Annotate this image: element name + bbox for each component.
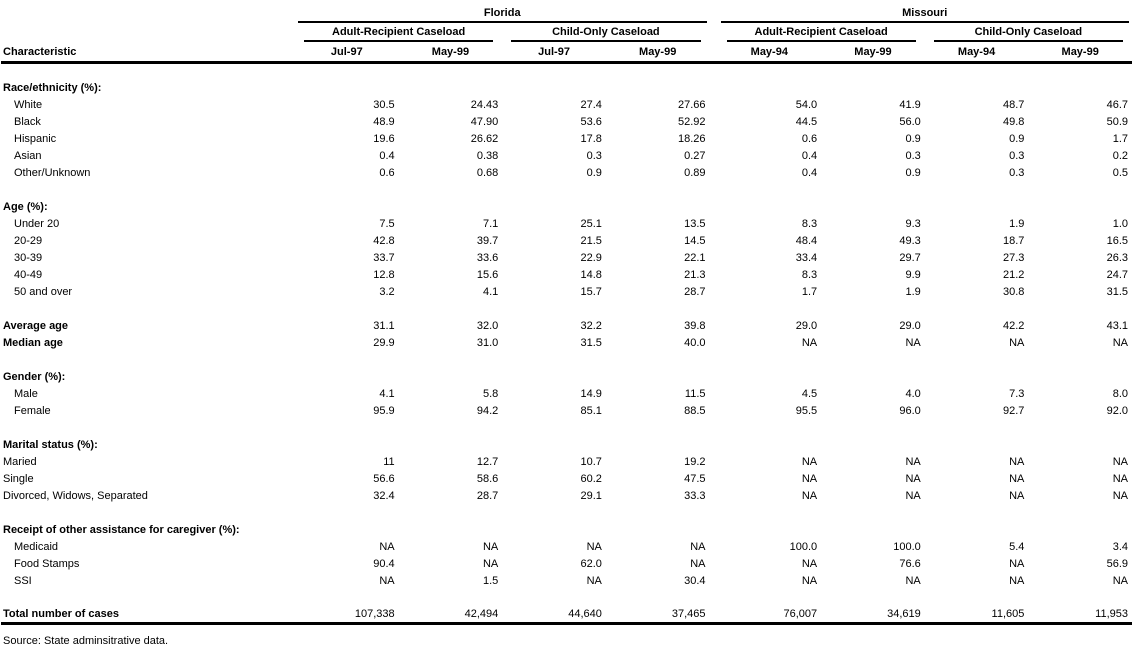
row-label: Black <box>14 115 41 128</box>
table-row <box>1 334 1132 351</box>
cell-value: 15.7 <box>580 285 602 298</box>
cell-value: 49.3 <box>899 234 921 247</box>
cell-value: 0.9 <box>905 132 921 145</box>
spacer-cell <box>1 351 1132 368</box>
table-row <box>1 249 1132 266</box>
cell-value: 44,640 <box>502 606 606 623</box>
cell-value: 27.66 <box>677 98 706 111</box>
cell-value: 16.5 <box>1106 234 1128 247</box>
cell-value: 52.92 <box>677 115 706 128</box>
cell-value: NA <box>586 574 602 587</box>
spacer-row <box>1 300 1132 317</box>
cell-value: 0.9 <box>905 166 921 179</box>
cell-value: 92.7 <box>1002 404 1025 417</box>
group-gap-cell <box>710 470 718 487</box>
cell-value: 56.0 <box>899 115 921 128</box>
table-row <box>1 283 1132 300</box>
cell-value: 8.3 <box>801 268 818 281</box>
cell-value: 14.5 <box>684 234 706 247</box>
row-label: Median age <box>3 336 63 349</box>
cell-value: 42.2 <box>1002 319 1025 332</box>
total-row <box>1 606 1132 623</box>
cell-value: 53.6 <box>580 115 602 128</box>
cell-value: 19.2 <box>684 455 706 468</box>
row-label: Other/Unknown <box>14 166 91 179</box>
characteristics-table <box>1 2 1132 625</box>
cell-value: 107,338 <box>295 606 399 623</box>
cell-value: 90.4 <box>373 557 395 570</box>
caseload-group-mo-child <box>925 23 1132 42</box>
cell-value: 39.8 <box>684 319 706 332</box>
cell-value: 8.3 <box>801 217 818 230</box>
group-gap-cell <box>710 606 718 623</box>
spacer-cell <box>1 181 1132 198</box>
group-gap-cell <box>710 266 718 283</box>
table-row <box>1 487 1132 504</box>
cell-value: 10.7 <box>580 455 602 468</box>
cell-value: NA <box>1112 472 1128 485</box>
cell-value: 32.2 <box>580 319 602 332</box>
cell-value: NA <box>379 540 395 553</box>
section-header-row <box>1 79 1132 96</box>
table-row <box>1 147 1132 164</box>
cell-value: NA <box>690 540 706 553</box>
cell-value: 28.7 <box>684 285 706 298</box>
cell-value: NA <box>482 540 499 553</box>
cell-value: 9.3 <box>905 217 921 230</box>
cell-value: 22.1 <box>684 251 706 264</box>
group-gap-cell <box>710 164 718 181</box>
cell-value: NA <box>690 557 706 570</box>
cell-value: 11.5 <box>684 387 706 400</box>
characteristic-column-header: Characteristic <box>1 42 295 62</box>
cell-value: NA <box>905 489 921 502</box>
cell-value: 5.8 <box>482 387 499 400</box>
cell-value: 4.1 <box>379 387 395 400</box>
cell-value: 7.1 <box>482 217 499 230</box>
state-group-florida <box>295 2 710 23</box>
cell-value: 50.9 <box>1106 115 1128 128</box>
group-gap-cell <box>710 334 718 351</box>
caseload-group-label: Child-Only Caseload <box>511 26 700 42</box>
cell-value: 18.7 <box>1002 234 1025 247</box>
source-note: Source: State adminsitrative data. <box>3 634 169 645</box>
cell-value: 25.1 <box>580 217 602 230</box>
group-gap-cell <box>710 232 718 249</box>
caseload-group-label: Adult-Recipient Caseload <box>727 26 916 42</box>
cell-value: 21.5 <box>580 234 602 247</box>
cell-value: 48.9 <box>373 115 395 128</box>
cell-value: 8.0 <box>1112 387 1128 400</box>
spacer-row <box>1 62 1132 79</box>
cell-value: 5.4 <box>1009 540 1025 553</box>
cell-value: 0.9 <box>586 166 602 179</box>
cell-value: 0.4 <box>379 149 395 162</box>
cell-value: NA <box>1112 455 1128 468</box>
cell-value: NA <box>801 557 818 570</box>
cell-value: 4.0 <box>905 387 921 400</box>
spacer-cell <box>1 419 1132 436</box>
group-gap-cell <box>710 487 718 504</box>
cell-value: 0.5 <box>1112 166 1128 179</box>
cell-value: 85.1 <box>580 404 602 417</box>
cell-value: 33.3 <box>684 489 706 502</box>
cell-value: 32.4 <box>373 489 395 502</box>
cell-value: NA <box>905 455 921 468</box>
cell-value: 0.6 <box>801 132 818 145</box>
cell-value: NA <box>1009 489 1025 502</box>
section-title: Marital status (%): <box>3 438 98 451</box>
cell-value: 33.7 <box>373 251 395 264</box>
cell-value: 1.9 <box>1009 217 1025 230</box>
cell-value: 0.38 <box>476 149 499 162</box>
spacer-cell <box>1 62 1132 79</box>
cell-value: 0.4 <box>801 166 818 179</box>
cell-value: 14.9 <box>580 387 602 400</box>
spacer-row <box>1 589 1132 606</box>
row-label: Female <box>14 404 51 417</box>
cell-value: 30.8 <box>1002 285 1025 298</box>
group-gap-cell <box>710 249 718 266</box>
row-label: 20-29 <box>14 234 43 247</box>
cell-value: 27.4 <box>580 98 602 111</box>
row-label: Asian <box>14 149 42 162</box>
cell-value: 30.5 <box>373 98 395 111</box>
date-column-header: May-99 <box>606 42 710 62</box>
cell-value: 11,605 <box>925 606 1029 623</box>
cell-value: 1.9 <box>905 285 921 298</box>
table-row <box>1 453 1132 470</box>
row-label: Under 20 <box>14 217 60 230</box>
section-title: Receipt of other assistance for caregiver (%): <box>3 523 240 536</box>
table-row <box>1 385 1132 402</box>
cell-value: 29.7 <box>899 251 921 264</box>
cell-value: 62.0 <box>580 557 602 570</box>
cell-value: 29.0 <box>795 319 818 332</box>
caseload-group-fl-child <box>502 23 709 42</box>
table-row <box>1 164 1132 181</box>
cell-value: 26.62 <box>470 132 499 145</box>
group-gap-cell <box>710 23 718 42</box>
cell-value: 94.2 <box>476 404 499 417</box>
table-row <box>1 113 1132 130</box>
row-label: Hispanic <box>14 132 57 145</box>
cell-value: 41.9 <box>899 98 921 111</box>
cell-value: 31.5 <box>1106 285 1128 298</box>
caseload-group-mo-adult <box>718 23 925 42</box>
cell-value: 1.7 <box>801 285 818 298</box>
row-label: Total number of cases <box>1 606 295 623</box>
table-row <box>1 232 1132 249</box>
cell-value: 29.0 <box>899 319 921 332</box>
cell-value: 56.9 <box>1106 557 1128 570</box>
table-row <box>1 266 1132 283</box>
cell-value: 22.9 <box>580 251 602 264</box>
group-gap-cell <box>710 113 718 130</box>
cell-value: 44.5 <box>795 115 818 128</box>
row-label: White <box>14 98 43 111</box>
row-label: 30-39 <box>14 251 43 264</box>
cell-value: 0.6 <box>379 166 395 179</box>
group-gap-cell <box>710 2 718 23</box>
cell-value: NA <box>1009 472 1025 485</box>
cell-value: 54.0 <box>795 98 818 111</box>
cell-value: 58.6 <box>476 472 499 485</box>
section-header-row <box>1 521 1132 538</box>
group-gap-cell <box>710 555 718 572</box>
cell-value: 1.5 <box>482 574 499 587</box>
table-row <box>1 538 1132 555</box>
cell-value: 1.0 <box>1112 217 1128 230</box>
cell-value: 24.43 <box>470 98 499 111</box>
cell-value: 11 <box>383 455 395 468</box>
cell-value: 18.26 <box>677 132 706 145</box>
cell-value: 11,953 <box>1028 606 1132 623</box>
cell-value: 0.3 <box>1009 166 1025 179</box>
cell-value: 13.5 <box>684 217 706 230</box>
cell-value: NA <box>905 336 921 349</box>
cell-value: 0.4 <box>801 149 818 162</box>
cell-value: 33.4 <box>795 251 818 264</box>
group-gap-cell <box>710 96 718 113</box>
section-title: Gender (%): <box>3 370 66 383</box>
caseload-group-fl-adult <box>295 23 502 42</box>
section-header-row <box>1 198 1132 215</box>
row-label: Divorced, Widows, Separated <box>3 489 148 502</box>
date-column-header: May-94 <box>718 42 822 62</box>
cell-value: 27.3 <box>1002 251 1025 264</box>
cell-value: NA <box>1112 574 1128 587</box>
cell-value: 48.4 <box>795 234 818 247</box>
cell-value: 28.7 <box>476 489 499 502</box>
row-label: SSI <box>14 574 32 587</box>
group-gap-cell <box>710 402 718 419</box>
cell-value: NA <box>586 540 602 553</box>
spacer-row <box>1 181 1132 198</box>
cell-value: 12.7 <box>476 455 499 468</box>
group-gap-cell <box>710 385 718 402</box>
row-label: 50 and over <box>14 285 73 298</box>
row-label: Single <box>3 472 34 485</box>
cell-value: 76,007 <box>718 606 822 623</box>
cell-value: 12.8 <box>373 268 395 281</box>
cell-value: NA <box>801 574 818 587</box>
caseload-group-label: Adult-Recipient Caseload <box>304 26 493 42</box>
cell-value: 88.5 <box>684 404 706 417</box>
spacer-cell <box>1 504 1132 521</box>
spacer-row <box>1 504 1132 521</box>
cell-value: 4.5 <box>801 387 818 400</box>
cell-value: 0.68 <box>476 166 499 179</box>
cell-value: 95.5 <box>795 404 818 417</box>
cell-value: 34,619 <box>821 606 925 623</box>
empty-corner-cell <box>1 23 295 42</box>
cell-value: 21.3 <box>684 268 706 281</box>
cell-value: 0.3 <box>905 149 921 162</box>
group-gap-cell <box>710 147 718 164</box>
spacer-row <box>1 351 1132 368</box>
cell-value: 46.7 <box>1106 98 1128 111</box>
state-header-row <box>1 2 1132 23</box>
row-label: Male <box>14 387 38 400</box>
cell-value: 31.5 <box>580 336 602 349</box>
spacer-cell <box>1 300 1132 317</box>
table-header <box>1 2 1132 62</box>
cell-value: NA <box>1009 574 1025 587</box>
group-gap-cell <box>710 453 718 470</box>
cell-value: NA <box>1009 455 1025 468</box>
cell-value: 14.8 <box>580 268 602 281</box>
cell-value: 60.2 <box>580 472 602 485</box>
cell-value: NA <box>482 557 499 570</box>
cell-value: 42.8 <box>373 234 395 247</box>
cell-value: 7.3 <box>1009 387 1025 400</box>
section-header-row <box>1 368 1132 385</box>
cell-value: NA <box>801 489 818 502</box>
cell-value: 7.5 <box>379 217 395 230</box>
cell-value: 1.7 <box>1112 132 1128 145</box>
row-label: 40-49 <box>14 268 43 281</box>
cell-value: NA <box>1112 336 1128 349</box>
cell-value: 31.0 <box>476 336 499 349</box>
cell-value: 15.6 <box>476 268 499 281</box>
cell-value: 96.0 <box>899 404 921 417</box>
cell-value: NA <box>801 472 818 485</box>
cell-value: 76.6 <box>899 557 921 570</box>
row-label: Average age <box>3 319 69 332</box>
date-header-row <box>1 42 1132 62</box>
spacer-cell <box>1 589 1132 606</box>
cell-value: 37,465 <box>606 606 710 623</box>
row-label: Medicaid <box>14 540 59 553</box>
cell-value: 9.9 <box>905 268 921 281</box>
cell-value: 31.1 <box>373 319 395 332</box>
state-group-missouri <box>718 2 1133 23</box>
cell-value: 26.3 <box>1106 251 1128 264</box>
cell-value: 49.8 <box>1002 115 1025 128</box>
cell-value: 0.3 <box>1009 149 1025 162</box>
cell-value: 29.1 <box>580 489 602 502</box>
cell-value: 0.89 <box>684 166 706 179</box>
date-column-header: Jul-97 <box>502 42 606 62</box>
cell-value: 48.7 <box>1002 98 1025 111</box>
cell-value: 56.6 <box>373 472 395 485</box>
group-gap-cell <box>710 538 718 555</box>
cell-value: 92.0 <box>1106 404 1128 417</box>
group-gap-cell <box>710 42 718 62</box>
cell-value: 47.5 <box>684 472 706 485</box>
spacer-row <box>1 419 1132 436</box>
section-title: Age (%): <box>3 200 48 213</box>
cell-value: NA <box>905 472 921 485</box>
cell-value: 32.0 <box>476 319 499 332</box>
cell-value: 33.6 <box>476 251 499 264</box>
table-row <box>1 130 1132 147</box>
cell-value: 29.9 <box>373 336 395 349</box>
cell-value: NA <box>1009 557 1025 570</box>
table-row <box>1 555 1132 572</box>
group-gap-cell <box>710 317 718 334</box>
cell-value: 24.7 <box>1106 268 1128 281</box>
section-title: Race/ethnicity (%): <box>3 81 102 94</box>
state-group-label: Florida <box>298 7 707 23</box>
cell-value: NA <box>905 574 921 587</box>
cell-value: NA <box>1009 336 1025 349</box>
table-row <box>1 215 1132 232</box>
cell-value: 0.27 <box>684 149 706 162</box>
cell-value: 100.0 <box>789 540 818 553</box>
date-column-header: May-99 <box>399 42 503 62</box>
row-label: Maried <box>3 455 37 468</box>
cell-value: 0.2 <box>1112 149 1128 162</box>
cell-value: 43.1 <box>1106 319 1128 332</box>
date-column-header: May-99 <box>821 42 925 62</box>
table-body <box>1 62 1132 623</box>
cell-value: 0.3 <box>586 149 602 162</box>
cell-value: 21.2 <box>1002 268 1025 281</box>
section-header-row <box>1 436 1132 453</box>
cell-value: 4.1 <box>482 285 499 298</box>
cell-value: 3.4 <box>1112 540 1128 553</box>
cell-value: 95.9 <box>373 404 395 417</box>
cell-value: NA <box>801 336 818 349</box>
cell-value: NA <box>379 574 395 587</box>
cell-value: 40.0 <box>684 336 706 349</box>
state-group-label: Missouri <box>721 7 1130 23</box>
caseload-group-label: Child-Only Caseload <box>934 26 1123 42</box>
cell-value: 42,494 <box>399 606 503 623</box>
cell-value: 100.0 <box>893 540 921 553</box>
group-gap-cell <box>710 572 718 589</box>
table-row <box>1 470 1132 487</box>
row-label: Food Stamps <box>14 557 80 570</box>
date-column-header: May-94 <box>925 42 1029 62</box>
cell-value: 19.6 <box>373 132 395 145</box>
date-column-header: Jul-97 <box>295 42 399 62</box>
group-gap-cell <box>710 130 718 147</box>
cell-value: 30.4 <box>684 574 706 587</box>
cell-value: 3.2 <box>379 285 395 298</box>
group-gap-cell <box>710 215 718 232</box>
empty-corner-cell <box>1 2 295 23</box>
cell-value: 0.9 <box>1009 132 1025 145</box>
table-row <box>1 96 1132 113</box>
cell-value: 39.7 <box>476 234 499 247</box>
cell-value: NA <box>801 455 818 468</box>
caseload-header-row <box>1 23 1132 42</box>
table-row <box>1 402 1132 419</box>
table-row <box>1 572 1132 589</box>
group-gap-cell <box>710 283 718 300</box>
cell-value: NA <box>1112 489 1128 502</box>
cell-value: 17.8 <box>580 132 602 145</box>
date-column-header: May-99 <box>1028 42 1132 62</box>
table-row <box>1 317 1132 334</box>
cell-value: 47.90 <box>470 115 499 128</box>
